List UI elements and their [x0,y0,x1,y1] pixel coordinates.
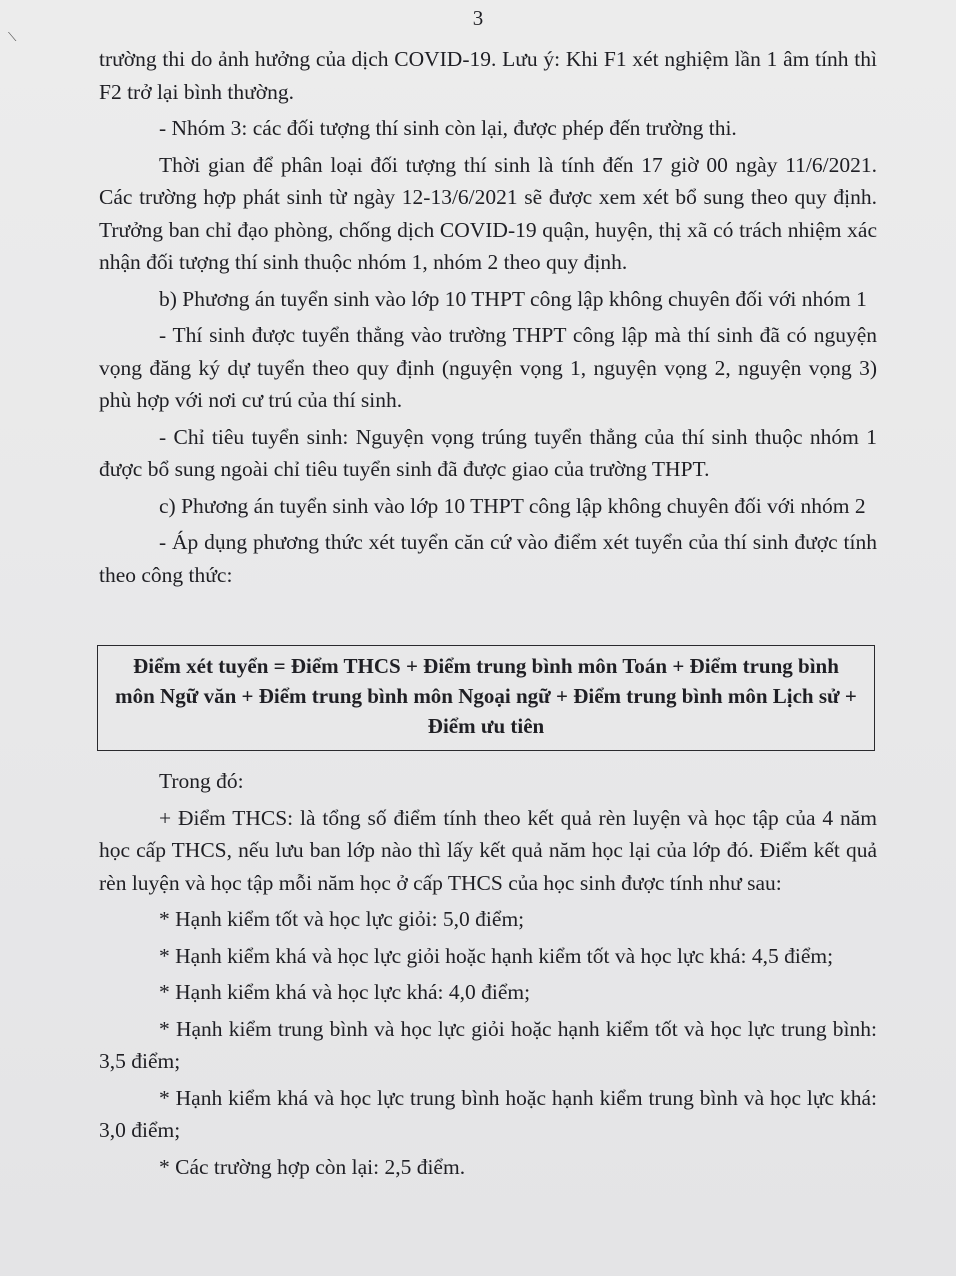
list-item: * Hạnh kiểm tốt và học lực giỏi: 5,0 điểm; [159,907,525,931]
paragraph: + Điểm THCS: là tổng số điểm tính theo kết quả rèn luyện và học tập của 4 năm học cấp THCS, nếu lưu ban lớp nào thì lấy kết quả năm học lại của lớp đó. Điểm kết quả rèn luyện và học tập mỗi năm học ở cấp THCS của học sinh được tính như sau: [99,805,877,895]
list-item: * Hạnh kiểm trung bình và học lực giỏi hoặc hạnh kiểm tốt và học lực trung bình: 3,5 điểm; [99,1016,877,1073]
paragraph: - Áp dụng phương thức xét tuyển căn cứ vào điểm xét tuyển của thí sinh được tính theo công thức: [99,530,877,587]
paragraph: - Chỉ tiêu tuyển sinh: Nguyện vọng trúng tuyển thẳng của thí sinh thuộc nhóm 1 được bổ sung ngoài chỉ tiêu tuyển sinh đã được giao của trường THPT. [99,424,877,481]
paragraph: Thời gian để phân loại đối tượng thí sinh là tính đến 17 giờ 00 ngày 11/6/2021. Các trường hợp phát sinh từ ngày 12-13/6/2021 sẽ được xem xét bổ sung theo quy định. Trưởng ban chỉ đạo phòng, chống dịch COVID-19 quận, huyện, thị xã có trách nhiệm xác nhận đối tượng thí sinh thuộc nhóm 1, nhóm 2 theo quy định. [99,152,877,274]
corner-mark-icon: ⟍ [8,30,17,44]
paragraph: - Nhóm 3: các đối tượng thí sinh còn lại, được phép đến trường thi. [159,116,737,140]
list-item: * Hạnh kiểm khá và học lực giỏi hoặc hạnh kiểm tốt và học lực khá: 4,5 điểm; [159,943,834,968]
paragraph: b) Phương án tuyển sinh vào lớp 10 THPT công lập không chuyên đối với nhóm 1 [159,286,867,311]
page-number: 3 [472,6,484,30]
paragraph: - Thí sinh được tuyển thẳng vào trường THPT công lập mà thí sinh đã có nguyện vọng đăng ký dự tuyển theo quy định (nguyện vọng 1, nguyện vọng 2, nguyện vọng 3) phù hợp với nơi cư trú của thí sinh. [99,323,877,412]
body-text-top [99,43,877,591]
body-text-bottom [99,765,877,1183]
list-item: * Các trường hợp còn lại: 2,5 điểm. [159,1154,466,1179]
formula-box: Điểm xét tuyển = Điểm THCS + Điểm trung bình môn Toán + Điểm trung bình môn Ngữ văn + Điểm trung bình môn Ngoại ngữ + Điểm trung bình môn Lịch sử + Điểm ưu tiên [97,645,875,751]
list-item: * Hạnh kiểm khá và học lực trung bình hoặc hạnh kiểm trung bình và học lực khá: 3,0 điểm; [99,1085,877,1142]
list-item: * Hạnh kiểm khá và học lực khá: 4,0 điểm; [159,980,531,1004]
paragraph: trường thi do ảnh hưởng của dịch COVID-19. Lưu ý: Khi F1 xét nghiệm lần 1 âm tính thì F2 trở lại bình thường. [99,47,877,104]
paragraph: Trong đó: [159,769,244,793]
paragraph: c) Phương án tuyển sinh vào lớp 10 THPT công lập không chuyên đối với nhóm 2 [159,493,866,518]
